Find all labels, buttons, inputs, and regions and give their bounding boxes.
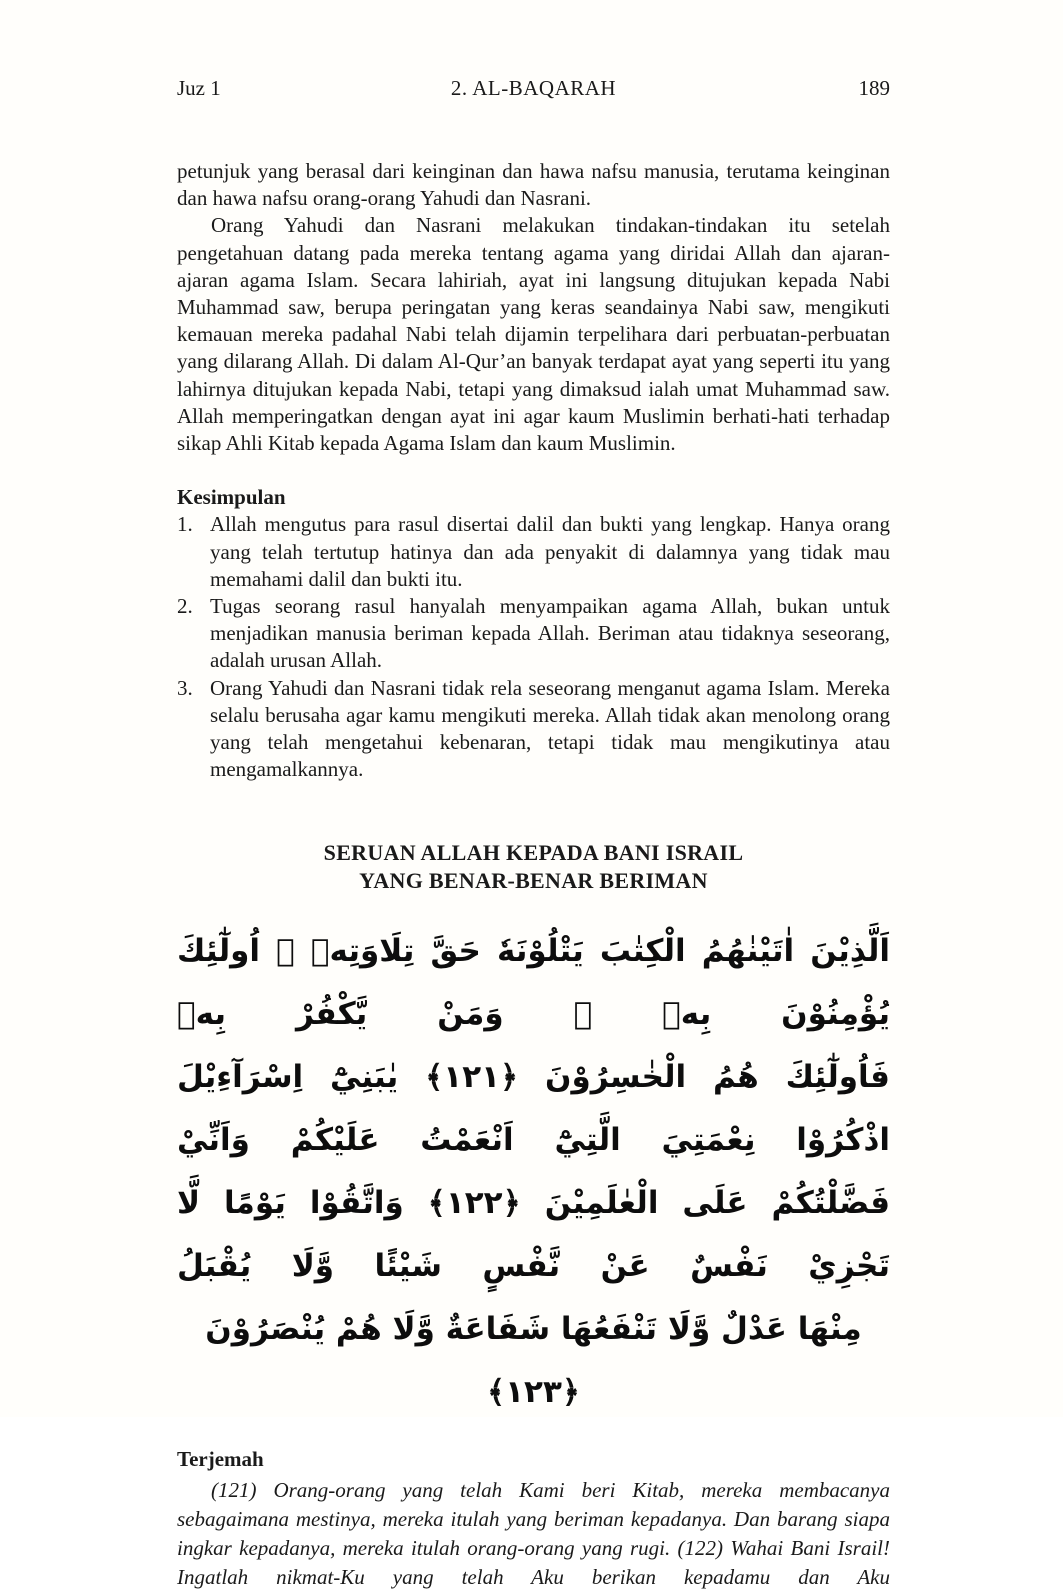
page-number: 189 <box>858 76 890 100</box>
list-item <box>177 511 890 593</box>
kesimpulan-section <box>177 484 890 783</box>
arabic-verse-line: فَضَّلْتُكُمْ عَلَى الْعٰلَمِيْنَ ﴿١٢٢﴾ وَاتَّقُوْا يَوْمًا لَّا تَجْزِيْ نَفْسٌ عَنْ نَّفْسٍ شَيْئًا وَّلَا يُقْبَلُ <box>177 1185 890 1285</box>
list-item-text: Orang Yahudi dan Nasrani tidak rela seseorang menganut agama Islam. Mereka selalu berusaha agar kamu mengikuti mereka. Allah tidak akan menolong orang yang telah mengetahui kebenaran, tetapi tidak mau mengikutinya atau mengamalkannya. <box>210 675 890 782</box>
arabic-verse-line: اَلَّذِيْنَ اٰتَيْنٰهُمُ الْكِتٰبَ يَتْلُوْنَهٗ حَقَّ تِلَاوَتِهٖ ۚ اُولٰٓئِكَ يُؤْمِنُوْنَ بِهٖ ۗ وَمَنْ يَّكْفُرْ بِهٖ <box>177 933 890 1033</box>
list-item-number: 1. <box>177 512 193 537</box>
terjemah-paragraph: (121) Orang-orang yang telah Kami beri Kitab, mereka membacanya sebagaimana mestinya, mereka itulah yang beriman kepadanya. Dan barang siapa ingkar kepadanya, mereka itulah orang-orang yang rugi. (122) Wahai Bani Israil! Ingatlah nikmat-Ku yang telah Aku berikan kepadamu dan Aku <box>177 1477 890 1589</box>
paragraph-continuation: petunjuk yang berasal dari keinginan dan hawa nafsu manusia, terutama keinginan dan hawa nafsu orang-orang Yahudi dan Nasrani. <box>177 159 890 211</box>
surah-title: 2. AL-BAQARAH <box>450 76 617 100</box>
page-header <box>177 76 890 100</box>
list-item-number: 2. <box>177 594 193 619</box>
arabic-verse-line: فَاُولٰٓئِكَ هُمُ الْخٰسِرُوْنَ ﴿١٢١﴾ يٰبَنِيْٓ اِسْرَآءِيْلَ اذْكُرُوْا نِعْمَتِيَ الَّتِيْٓ اَنْعَمْتُ عَلَيْكُمْ وَاَنِّيْ <box>177 1059 890 1159</box>
list-item <box>177 675 890 784</box>
terjemah-heading: Terjemah <box>177 1447 264 1472</box>
list-item-number: 3. <box>177 675 193 700</box>
list-item <box>177 593 890 675</box>
section-heading-line2: YANG BENAR-BENAR BERIMAN <box>359 867 708 893</box>
arabic-verse-line: مِنْهَا عَدْلٌ وَّلَا تَنْفَعُهَا شَفَاعَةٌ وَّلَا هُمْ يُنْصَرُوْنَ ﴿١٢٣﴾ <box>205 1311 862 1411</box>
paragraph-commentary: Orang Yahudi dan Nasrani melakukan tindakan-tindakan itu setelah pengetahuan datang pada mereka tentang agama yang diridai Allah dan ajaran-ajaran agama Islam. Secara lahiriah, ayat ini langsung ditujukan kepada Nabi Muhammad saw, berupa peringatan yang keras seandainya Nabi saw, mengikuti kemauan mereka padahal Nabi telah dijamin terpelihara dari perbuatan-perbuatan yang dilarang Allah. Di dalam Al-Qur’an banyak terdapat ayat yang seperti itu yang lahirnya ditujukan kepada Nabi, tetapi yang dimaksud ialah umat Muhammad saw. Allah memperingatkan dengan ayat ini agar kaum Muslimin berhati-hati terhadap sikap Ahli Kitab kepada Agama Islam dan kaum Muslimin. <box>177 213 890 456</box>
terjemah-section <box>177 1446 890 1591</box>
section-heading <box>177 839 890 894</box>
list-item-text: Allah mengutus para rasul disertai dalil dan bukti yang lengkap. Hanya orang yang telah tertutup hatinya dan ada penyakit di dalamnya yang tidak mau memahami dalil dan bukti itu. <box>210 512 890 591</box>
quran-verses-arabic <box>177 920 890 1424</box>
section-heading-line1: SERUAN ALLAH KEPADA BANI ISRAIL <box>323 840 744 866</box>
kesimpulan-heading: Kesimpulan <box>177 485 286 510</box>
juz-label: Juz 1 <box>177 76 221 100</box>
list-item-text: Tugas seorang rasul hanyalah menyampaikan agama Allah, bukan untuk menjadikan manusia beriman kepada Allah. Beriman atau tidaknya seseorang, adalah urusan Allah. <box>210 594 890 673</box>
